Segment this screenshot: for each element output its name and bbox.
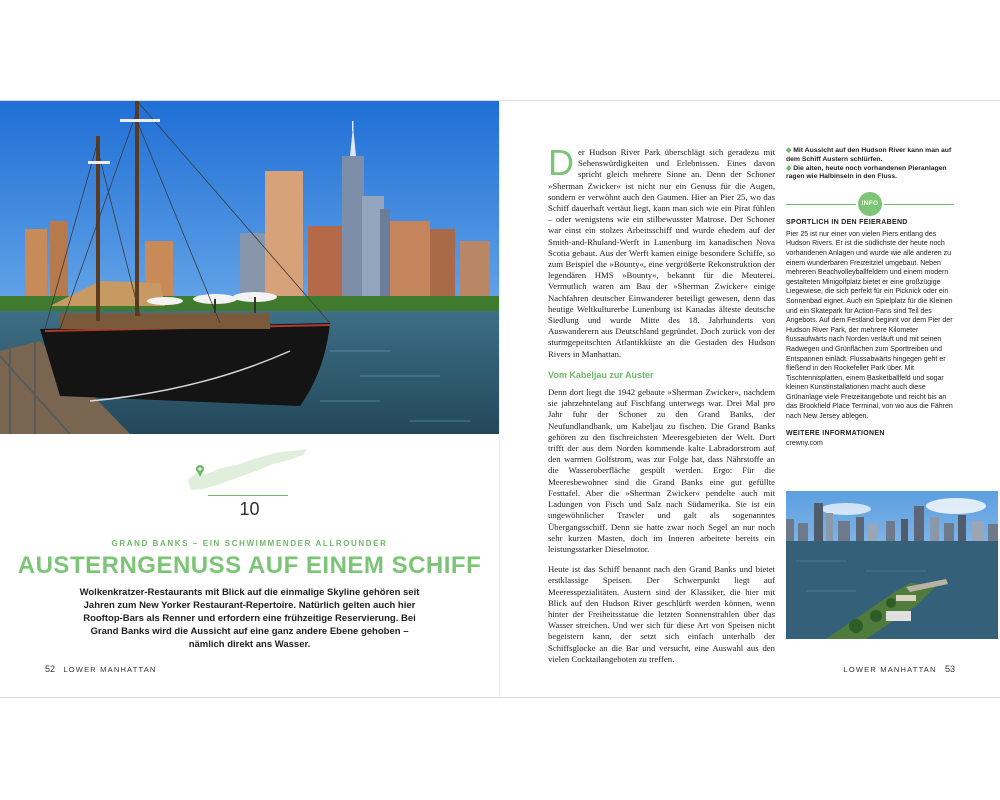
caption-2: ◆ Die alten, heute noch vorhandenen Pieranlagen ragen wie Halbinseln in den Fluss. [786, 164, 947, 181]
info-badge: INFO [858, 192, 882, 216]
sidebar-column [786, 147, 954, 449]
headline: AUSTERNGENUSS AUF EINEM SCHIFF [17, 552, 482, 579]
caption-arrow-icon: ◆ [786, 164, 792, 172]
paragraph-1: Der Hudson River Park überschlägt sich geradezu mit Sehenswürdigkeiten und Erlebnissen. Eines davon spricht gleich mehrere Sinne an. Denn der Schoner »Sherman Zwicker« ist nicht nur ein Genuss für die Augen, sondern er verwöhnt auch den Gaumen. Hier an Pier 25, wo das Schiff dauerhaft vertäut liegt, kann man sich wie ein Pirat fühlen – oder wenigstens wie ein stilbewusster Matrose. Der Schoner war einst ein stolzes Arbeitsschiff und wurde ehedem auf der Smith-and-Rhuland-Werft in Lunenburg im kanadischen Nova Scotia gebaut. Aus der Werft kamen einige besondere Schiffe, so zum Beispiel die »Bounty«, eine vergrößerte Rekonstruktion der legendären HMS »Bounty«, bekannt für die Meuterei. Vermutlich waren am Bau der »Sherman Zwicker« einige Nachfahren deutscher Einwanderer beteiligt gewesen, denn das heutige Weltkulturerbe Lunenburg ist Kanadas älteste deutsche Siedlung und wurde Mitte des 18. Jahrhunderts von Auswanderern aus Deutschland gegründet. Doch zurück von der sturmgepeitschten Atlantikküste an die Gestaden des Hudson Rivers in Manhattan. [548, 142, 775, 359]
subheading: Vom Kabeljau zur Auster [548, 369, 654, 380]
pier-aerial-photo [786, 491, 998, 639]
spine [499, 101, 501, 697]
page-number-right: 53 [944, 664, 955, 674]
paragraph-3: Heute ist das Schiff benannt nach den Grand Banks und bietet erstklassige Speisen. Der Schwerpunkt liegt auf Meeresspezialitäten. Austern sind der Klassiker, die hier mit Blick auf den Hudson River geschlürft werden können, wenn hinter der Freiheitsstatue die letzten Sonnenstrahlen über das Wasser streichen. Und wer sich für diese Art von Speisen nicht begeistern kann, der setzt sich einfach unterhalb der Schiffsglocke an die Bar und versucht, eine Auswahl aus den vielen Cocktailangeboten zu treffen. [548, 564, 775, 664]
paragraph-2: Denn dort liegt die 1942 gebaute »Sherman Zwicker«, nachdem sie jahrzehntelang auf Fischfang unterwegs war. Drei Mal pro Jahr fuhr der Schoner zu den Grand Banks, der Neufundlandbank, um Kabeljau zu fischen. Die Grand Banks gehören zu den fischreichsten Meeresgebieten der Welt. Dort trifft der aus dem Norden kommende kalte Labradorstrom auf den warmen Golfstrom, was zur Folge hat, dass Nährstoffe an die Wasseroberfläche gespült werden. Ergo: Für die Meeresbewohner sind die Grand Banks eine gut gefüllte Festtafel. Aber die »Sherman Zwicker« pendelte auch mit Ladungen von Fisch und Salz nach Südamerika. Sie ist ein ungewöhnlicher Trawler und galt als sogenanntes Übergangsschiff. Denn sie hatte zwar noch Segel an nur noch sehr kurzen Masten, doch im Inneren arbeitete bereits ein leistungsstarker Dieselmotor. [548, 387, 775, 554]
intro-text: Wolkenkratzer-Restaurants mit Blick auf die einmalige Skyline gehören seit Jahren zum New Yorker Restaurant-Repertoire. Natürlich gelten auch hier Rooftop-Bars als Renner und erfordern eine frühzeitige Reservierung. Bei Grand Banks wird die Aussicht auf eine ganz andere Ebene gehoben – nämlich direkt ans Wasser. [79, 587, 420, 650]
info-heading: SPORTLICH IN DEN FEIERABEND [786, 219, 908, 227]
caption-arrow-icon: ◆ [786, 147, 792, 154]
more-info-link[interactable]: crewny.com [786, 440, 823, 448]
caption-1: ◆ Mit Aussicht auf den Hudson River kann man auf dem Schiff Austern schlürfen. [786, 147, 952, 163]
section-left: LOWER MANHATTAN [63, 665, 157, 674]
info-divider [786, 192, 954, 216]
info-text: Pier 25 ist nur einer von vielen Piers entlang des Hudson Rivers. Er ist die südlichste der heute noch vorhandenen Anlagen und wurde wie alle anderen zu einem wunderbaren Freizeitziel umgebaut. Neben mehreren Beachvolleyballfeldern und einem modern gestalteten Minigolfplatz bietet er eine großzügige Liegewiese, die sich perfekt für ein Picknick oder ein Sonnenbad eignet. Auch ein Spielplatz für die Kleinen und ein Skatepark für Action-Fans sind Teil des Angebots. Auf dem Festland beginnt vor dem Pier der Hudson River Park, der mehrere Kilometer flussaufwärts nach Norden verläuft und mit seinen Radwegen und Grünflächen zum Sporttreiben und Entspannen einlädt. Flussabwärts hingegen geht er fließend in den Rockefeller Park über. Mit Tischtennisplatten, einem Basketballfeld und sogar kleinen Kunstinstallationen macht auch diese Grünanlage viele Freizeitangebote und reicht bis an das Brookfield Place Terminal, von wo aus die Fähren nach New Jersey ablegen. [786, 230, 953, 421]
dropcap: D [548, 142, 574, 183]
long-island-map-icon [185, 446, 310, 496]
kicker: GRAND BANKS – EIN SCHWIMMENDER ALLROUNDER [111, 539, 388, 548]
book-spread [0, 100, 1000, 698]
section-right: LOWER MANHATTAN [843, 665, 937, 674]
folio-right [843, 664, 955, 674]
body-column [548, 142, 775, 674]
page-number-left: 52 [45, 664, 56, 674]
folio-left [45, 664, 157, 674]
spot-number: 10 [239, 499, 260, 519]
schooner-photo [0, 101, 499, 434]
more-info-heading: WEITERE INFORMATIONEN [786, 429, 885, 437]
number-rule [208, 495, 288, 496]
